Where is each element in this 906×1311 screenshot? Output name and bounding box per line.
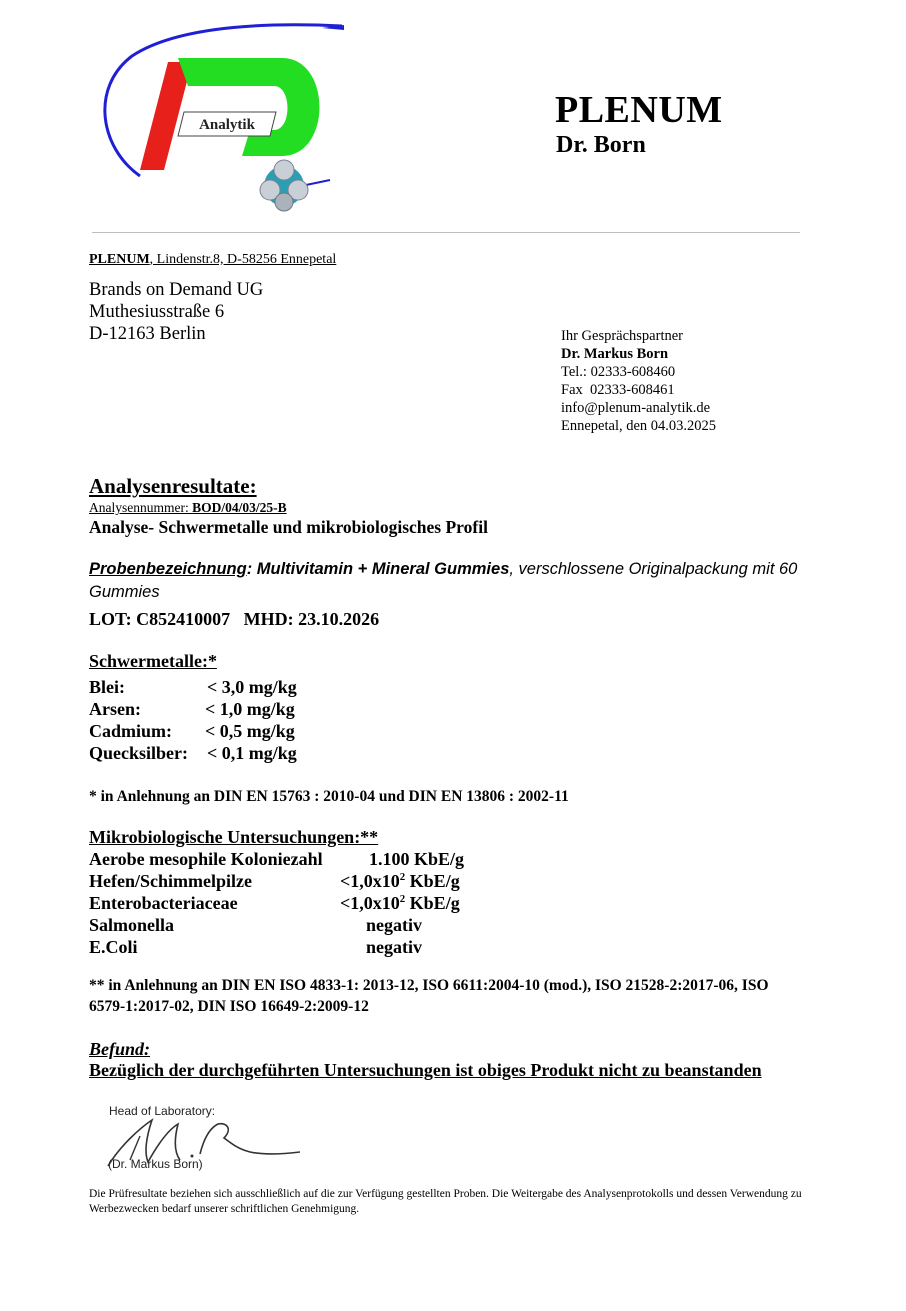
finding-text: Bezüglich der durchgeführten Untersuchungen ist obiges Produkt nicht zu beanstanden	[89, 1060, 762, 1080]
metal-name: Arsen:	[89, 699, 141, 719]
heavy-metal-row	[89, 699, 295, 720]
sender-line	[89, 252, 336, 268]
heavy-metals-note: * in Anlehnung an DIN EN 15763 : 2010-04 und DIN EN 13806 : 2002-11	[89, 788, 569, 805]
contact-email: info@plenum-analytik.de	[561, 400, 711, 416]
micro-value: $<1,0x10^2$ KbE/g	[340, 871, 460, 891]
disclaimer: Die Prüfresultate beziehen sich ausschließlich auf die zur Verfügung gestellten Proben. Die Weitergabe des Analysenprotokolls und dessen Verwendung zu Werbezwecken bedarf unserer schriftlichen Genehmigung.	[89, 1188, 802, 1215]
metal-name: Quecksilber:	[89, 743, 188, 763]
analysis-number-line	[89, 500, 287, 516]
sample-description	[89, 558, 809, 604]
micro-name: Salmonella	[89, 915, 175, 935]
metal-value: < 3,0 mg/kg	[207, 677, 297, 697]
micro-heading: Mikrobiologische Untersuchungen:**	[89, 827, 379, 847]
micro-value: $<1,0x10^2$ KbE/g	[340, 893, 460, 913]
micro-value: 1.100 KbE/g	[369, 849, 465, 869]
contact-fax: Fax 02333-608461	[561, 382, 675, 398]
metal-name: Cadmium:	[89, 721, 173, 741]
contact-date: Ennepetal, den 04.03.2025	[561, 418, 717, 434]
micro-row	[89, 893, 460, 914]
micro-note: ** in Anlehnung an DIN EN ISO 4833-1: 2013-12, ISO 6611:2004-10 (mod.), ISO 21528-2:2017-06, ISO 6579-1:2017-02, DIN ISO 16649-2:2009-12	[89, 977, 769, 1015]
micro-row	[89, 871, 460, 892]
metal-name: Blei:	[89, 677, 125, 697]
sample-detail: , verschlossene Originalpackung mit 60 Gummies	[89, 560, 798, 601]
analysis-title: Analyse- Schwermetalle und mikrobiologisches Profil	[89, 517, 488, 537]
micro-name: Enterobacteriaceae	[89, 893, 238, 913]
logo-text: Analytik	[199, 117, 255, 133]
micro-row	[89, 915, 422, 936]
finding-heading: Befund:	[89, 1039, 151, 1059]
micro-name: Aerobe mesophile Koloniezahl	[89, 849, 323, 869]
micro-value: negativ	[366, 937, 422, 957]
metal-value: < 1,0 mg/kg	[205, 699, 295, 719]
recipient-company: Brands on Demand UG	[89, 280, 264, 300]
recipient-street: Muthesiusstraße 6	[89, 302, 225, 322]
header-divider	[92, 232, 800, 233]
micro-value: negativ	[366, 915, 422, 935]
heavy-metal-row	[89, 677, 297, 698]
metal-value: < 0,5 mg/kg	[205, 721, 295, 741]
analysis-heading: Analysenresultate:	[89, 474, 257, 498]
micro-row	[89, 849, 465, 870]
contact-name: Dr. Markus Born	[561, 346, 669, 362]
signature-name: (Dr. Markus Born)	[108, 1157, 203, 1171]
recipient-city: D-12163 Berlin	[89, 324, 206, 344]
analysis-number-label: Analysennummer:	[89, 500, 193, 515]
micro-name: Hefen/Schimmelpilze	[89, 871, 252, 891]
contact-tel: Tel.: 02333-608460	[561, 364, 676, 380]
brand-title: PLENUM	[555, 89, 723, 131]
sender-address: , Lindenstr.8, D-58256 Ennepetal	[149, 252, 337, 267]
sender-name: PLENUM	[89, 252, 150, 267]
heavy-metals-heading: Schwermetalle:*	[89, 651, 217, 671]
analysis-number: BOD/04/03/25-B	[192, 500, 287, 515]
lot-line: LOT: C852410007 MHD: 23.10.2026	[89, 609, 380, 629]
heavy-metal-row	[89, 743, 297, 764]
sample-name: : Multivitamin + Mineral Gummies	[246, 560, 510, 578]
signature-label: Head of Laboratory:	[109, 1104, 216, 1118]
metal-value: < 0,1 mg/kg	[207, 743, 297, 763]
brand-subtitle: Dr. Born	[556, 132, 646, 158]
plenum-analytik-logo	[92, 18, 354, 216]
heavy-metal-row	[89, 721, 295, 742]
contact-label: Ihr Gesprächspartner	[561, 328, 683, 344]
micro-name: E.Coli	[89, 937, 138, 957]
micro-row	[89, 937, 422, 958]
sample-label: Probenbezeichnung	[89, 560, 247, 578]
